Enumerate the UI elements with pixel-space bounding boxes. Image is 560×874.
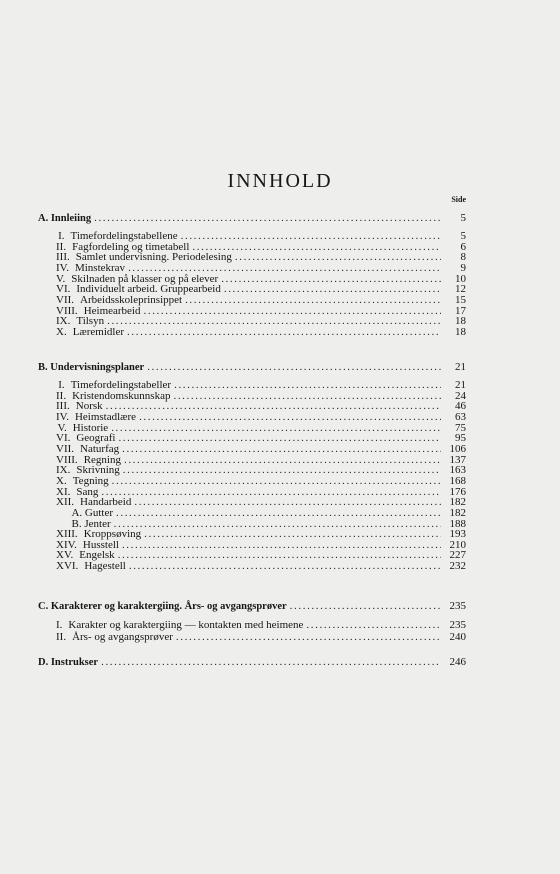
toc-item-number: X. xyxy=(56,474,67,487)
toc-item-page: 176 xyxy=(449,485,466,498)
toc-item-label: Engelsk xyxy=(79,549,115,562)
toc-item-label: Sang xyxy=(76,485,99,498)
toc-item-label: Husstell xyxy=(82,538,119,551)
toc-item-page: 137 xyxy=(449,453,466,466)
toc-item-page: 8 xyxy=(460,251,466,264)
toc-item-page: 182 xyxy=(449,496,466,509)
toc-item-number: III. xyxy=(56,400,70,413)
toc-item-number: II. xyxy=(56,631,67,643)
toc-item-page: 24 xyxy=(455,389,466,402)
toc-item-number: IV. xyxy=(56,261,69,274)
toc-item-number: VI. xyxy=(56,432,71,445)
toc-item-label: Naturfag xyxy=(80,442,120,455)
toc-item-page: 17 xyxy=(455,304,466,317)
toc-item-label: Regning xyxy=(83,453,121,466)
toc-item-number: III. xyxy=(56,251,70,264)
toc-item-number: VI. xyxy=(56,283,71,296)
toc-item-page: 232 xyxy=(449,560,466,572)
toc-item xyxy=(56,631,466,643)
toc-item-label: Historie xyxy=(72,421,109,434)
toc-section-label: C. Karakterer og karaktergiing. Års- og avgangsprøver xyxy=(38,601,287,612)
toc-item-label: Individuelt arbeid. Gruppearbeid xyxy=(76,283,221,296)
toc-item-label: A. Gutter xyxy=(71,506,113,519)
toc-section-page: 235 xyxy=(449,600,466,612)
toc-item-label: Skilnaden på klasser og på elever xyxy=(71,272,219,285)
toc-item-page: 210 xyxy=(449,538,466,551)
toc-item-page: 21 xyxy=(455,379,466,391)
toc-item-page: 95 xyxy=(455,432,466,445)
toc-item-number: IX. xyxy=(56,464,71,477)
leader-dots xyxy=(176,631,441,643)
toc-section xyxy=(38,361,466,374)
leader-dots xyxy=(94,212,441,224)
toc-item-page: 106 xyxy=(449,442,466,455)
toc-item-label: Arbeidsskoleprinsippet xyxy=(80,293,183,306)
toc-item xyxy=(56,560,466,572)
toc-item-page: 168 xyxy=(449,474,466,487)
toc-item-number: I. xyxy=(56,619,63,631)
toc-item-number: II. xyxy=(56,389,67,402)
toc-section-page: 5 xyxy=(460,212,466,224)
toc-item-number: VIII. xyxy=(56,453,78,466)
toc-item-number: I. xyxy=(58,379,65,391)
toc-item-label: Års- og avgangsprøver xyxy=(72,631,173,643)
toc-item-page: 46 xyxy=(455,400,466,413)
toc-item-number: IX. xyxy=(56,315,71,328)
toc-item-number: XI. xyxy=(56,485,71,498)
leader-dots xyxy=(306,619,441,631)
toc-section-label: B. Undervisningsplaner xyxy=(38,362,145,373)
toc-item-page: 18 xyxy=(455,325,466,338)
toc-item-page: 188 xyxy=(449,517,466,530)
toc-item-page: 227 xyxy=(449,549,466,562)
toc-item-page: 240 xyxy=(449,631,466,643)
toc-section-page: 21 xyxy=(455,361,466,373)
toc-item-number: XVI. xyxy=(56,560,79,572)
toc-item-label: Kristendomskunnskap xyxy=(72,389,171,402)
toc-item-page: 75 xyxy=(455,421,466,434)
toc-item-label: Skrivning xyxy=(76,464,120,477)
toc-item-page: 182 xyxy=(449,506,466,519)
toc-item-number: XIII. xyxy=(56,528,78,541)
toc-section xyxy=(38,212,466,225)
toc-item-number: XV. xyxy=(56,549,74,562)
page-column-label: Side xyxy=(451,195,466,204)
toc-item-label: Heimearbeid xyxy=(83,304,141,317)
toc-item-page: 10 xyxy=(455,272,466,285)
toc-item-number: VII. xyxy=(56,293,75,306)
toc-item-page: 12 xyxy=(455,283,466,296)
leader-dots xyxy=(147,361,441,373)
leader-dots xyxy=(101,656,441,668)
toc-item-label: Geografi xyxy=(76,432,116,445)
toc-item-label: Tegning xyxy=(72,474,109,487)
toc-item-label: Timefordelingstabellene xyxy=(70,230,178,242)
toc-item-number: X. xyxy=(56,325,67,338)
toc-item-label: Tilsyn xyxy=(76,315,105,328)
toc-item-number: VIII. xyxy=(56,304,78,317)
toc-item-label: Fagfordeling og timetabell xyxy=(72,240,190,253)
toc-section xyxy=(38,656,466,669)
toc-item-number: XII. xyxy=(56,496,75,509)
leader-dots xyxy=(290,600,441,612)
toc-item-page: 9 xyxy=(460,261,466,274)
toc-item-label: Timefordelingstabeller xyxy=(70,379,172,391)
toc-item-label: Karakter og karaktergiing — kontakten med heimene xyxy=(68,619,304,631)
toc-section-label: A. Innleiing xyxy=(38,213,92,224)
leader-dots xyxy=(129,560,441,572)
toc-item-page: 15 xyxy=(455,293,466,306)
toc-item-page: 163 xyxy=(449,464,466,477)
toc-section-label: D. Instrukser xyxy=(38,657,99,668)
toc-item-number: IV. xyxy=(56,410,69,423)
toc-item-label: B. Jenter xyxy=(71,517,111,530)
toc-item-number: V. xyxy=(56,272,66,285)
toc-section xyxy=(38,600,466,613)
page-title: INNHOLD xyxy=(227,170,333,192)
toc-item-label: Hagestell xyxy=(84,560,126,572)
toc-item-number: XIV. xyxy=(56,538,77,551)
toc-item-page: 193 xyxy=(449,528,466,541)
toc-item xyxy=(56,619,466,631)
toc-item-number: I. xyxy=(58,230,65,242)
toc-item-page: 6 xyxy=(460,240,466,253)
toc-section-page: 246 xyxy=(449,656,466,668)
toc-item-label: Samlet undervisning. Periodelesing xyxy=(75,251,232,264)
toc-item-page: 5 xyxy=(460,230,466,242)
toc-item-number: V. xyxy=(57,421,67,434)
toc-item-label: Minstekrav xyxy=(74,261,126,274)
toc-item-page: 63 xyxy=(455,410,466,423)
leader-dots xyxy=(127,326,441,338)
toc-item-label: Heimstadlære xyxy=(74,410,137,423)
toc-item-number: VII. xyxy=(56,442,75,455)
toc-item-page: 18 xyxy=(455,315,466,328)
toc-item-label: Kroppsøving xyxy=(83,528,142,541)
toc-item-label: Norsk xyxy=(75,400,103,413)
toc-item-label: Læremidler xyxy=(72,325,125,338)
toc-item xyxy=(56,326,466,338)
toc-item-page: 235 xyxy=(449,619,466,631)
toc-item-label: Handarbeid xyxy=(80,496,132,509)
toc-item-number: II. xyxy=(56,240,67,253)
